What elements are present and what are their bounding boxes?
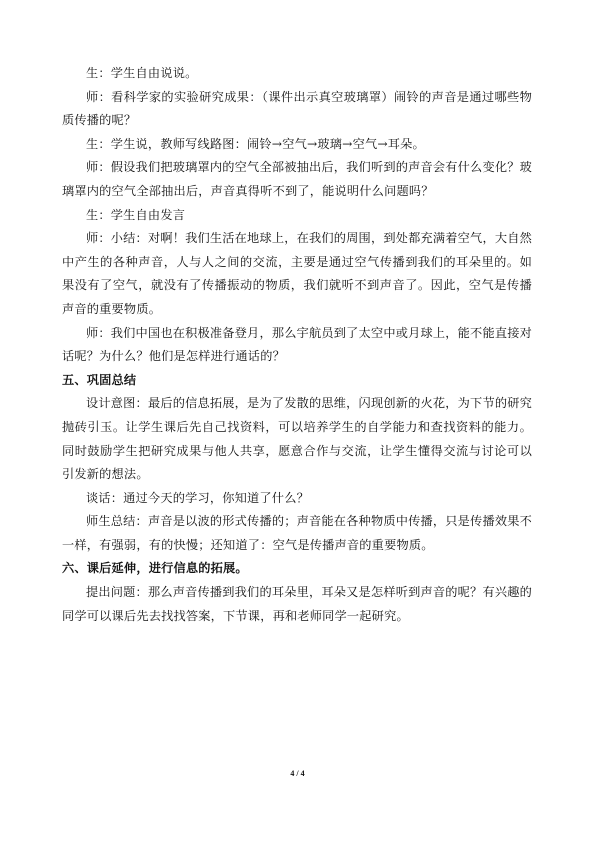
- paragraph-2: 师：看科学家的实验研究成果：（课件出示真空玻璃罩）闹铃的声音是通过哪些物质传播的呢？: [62, 89, 532, 128]
- paragraph-4: 师：假设我们把玻璃罩内的空气全部被抽出后，我们听到的声音会有什么变化？玻璃罩内的空气全部抽出后，声音真得听不到了，能说明什么问题吗？: [62, 160, 532, 198]
- paragraph-1: 生：学生自由说说。: [86, 66, 198, 80]
- paragraph-7: 师：我们中国也在积极准备登月，那么宇航员到了太空中或月球上，能不能直接对话呢？为什么？他们是怎样进行通话的？: [62, 325, 532, 364]
- paragraph-5: 生：学生自由发言: [86, 207, 186, 222]
- paragraph-6: 师：小结：对啊！我们生活在地球上，在我们的周围，到处都充满着空气，大自然中产生的各种声音，人与人之间的交流，主要是通过空气传播到我们的耳朵里的。如果没有了空气，就没有了传播振动的物质，我们就听不到声音了。因此，空气是传播声音的重要物质。: [62, 231, 532, 316]
- page-number: 4 / 4: [290, 769, 305, 778]
- paragraph-9: 谈话：通过今天的学习，你知道了什么？: [86, 490, 309, 505]
- section-heading-5: 五、巩固总结: [62, 372, 137, 387]
- paragraph-8: 设计意图：最后的信息拓展，是为了发散的思维，闪现创新的火花，为下节的研究抛砖引玉。让学生课后先自己找资料，可以培养学生的自学能力和查找资料的能力。同时鼓励学生把研究成果与他人共享，愿意合作与交流，让学生懂得交流与讨论可以引发新的想法。: [62, 396, 532, 482]
- section-heading-6: 六、课后延伸，进行信息的拓展。: [62, 561, 248, 576]
- document-body: [62, 62, 532, 628]
- paragraph-11: 提出问题：那么声音传播到我们的耳朵里，耳朵又是怎样听到声音的呢？有兴趣的同学可以课后先去找找答案，下节课，再和老师同学一起研究。: [62, 585, 532, 623]
- paragraph-10: 师生总结：声音是以波的形式传播的；声音能在各种物质中传播，只是传播效果不一样，有强弱，有的快慢；还知道了：空气是传播声音的重要物质。: [62, 514, 532, 552]
- paragraph-3: 生：学生说，教师写线路图：闹铃→空气→玻璃→空气→耳朵。: [86, 136, 425, 151]
